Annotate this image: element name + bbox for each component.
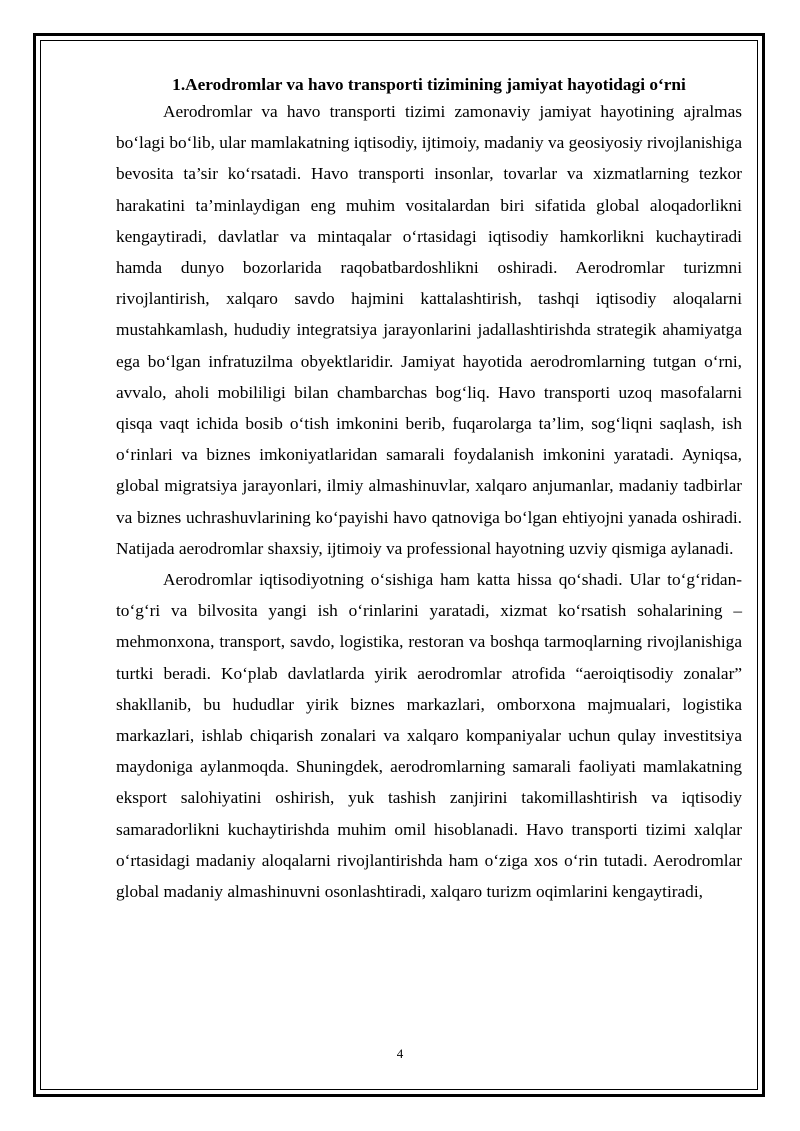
section-heading: 1.Aerodromlar va havo transporti tizimining jamiyat hayotidagi o‘rni	[172, 75, 686, 94]
document-body	[116, 72, 742, 907]
page-number: 4	[396, 1046, 404, 1061]
paragraph-2: Aerodromlar iqtisodiyotning o‘sishiga ham katta hissa qo‘shadi. Ular to‘g‘ridan-to‘g‘ri va bilvosita yangi ish o‘rinlarini yaratadi, xizmat ko‘rsatish sohalarining – mehmonxona, transport, savdo, logistika, restoran va boshqa tarmoqlarning rivojlanishiga turtki beradi. Ko‘plab davlatlarda yirik aerodromlar atrofida “aeroiqtisodiy zonalar” shakllanib, bu hududlar yirik biznes markazlari, omborxona majmualari, logistika markazlari, ishlab chiqarish zonalari va xalqaro kompaniyalar uchun qulay investitsiya maydoniga aylanmoqda. Shuningdek, aerodromlarning samarali faoliyati mamlakatning eksport salohiyatini oshirish, yuk tashish zanjirini takomillashtirish va iqtisodiy samaradorlikni kuchaytirishda muhim omil hisoblanadi. Havo transporti tizimi xalqlar o‘rtasidagi madaniy aloqalarni rivojlantirishda ham o‘ziga xos o‘rin tutadi. Aerodromlar global madaniy almashinuvni osonlashtiradi, xalqaro turizm oqimlarini kengaytiradi,	[116, 570, 742, 902]
paragraph-1: Aerodromlar va havo transporti tizimi zamonaviy jamiyat hayotining ajralmas bo‘lagi bo‘lib, ular mamlakatning iqtisodiy, ijtimoiy, madaniy va geosiyosiy rivojlanishiga bevosita ta’sir ko‘rsatadi. Havo transporti insonlar, tovarlar va xizmatlarning tezkor harakatini ta’minlaydigan eng muhim vositalardan biri sifatida global aloqadorlikni kengaytiradi, davlatlar va mintaqalar o‘rtasidagi iqtisodiy hamkorlikni kuchaytiradi hamda dunyo bozorlarida raqobatbardoshlikni oshiradi. Aerodromlar turizmni rivojlantirish, xalqaro savdo hajmini kattalashtirish, tashqi iqtisodiy aloqalarni mustahkamlash, hududiy integratsiya jarayonlarini jadallashtirishda strategik ahamiyatga ega bo‘lgan infratuzilma obyektlaridir. Jamiyat hayotida aerodromlarning tutgan o‘rni, avvalo, aholi mobililigi bilan chambarchas bog‘liq. Havo transporti uzoq masofalarni qisqa vaqt ichida bosib o‘tish imkonini berib, fuqarolarga ta’lim, sog‘liqni saqlash, ish o‘rinlari va biznes imkoniyatlaridan samarali foydalanish imkonini yaratadi. Ayniqsa, global migratsiya jarayonlari, ilmiy almashinuvlar, xalqaro anjumanlar, madaniy tadbirlar va biznes uchrashuvlarining ko‘payishi havo qatnoviga bo‘lgan ehtiyojni yanada oshiradi. Natijada aerodromlar shaxsiy, ijtimoiy va professional hayotning uzviy qismiga aylanadi.	[116, 102, 742, 558]
